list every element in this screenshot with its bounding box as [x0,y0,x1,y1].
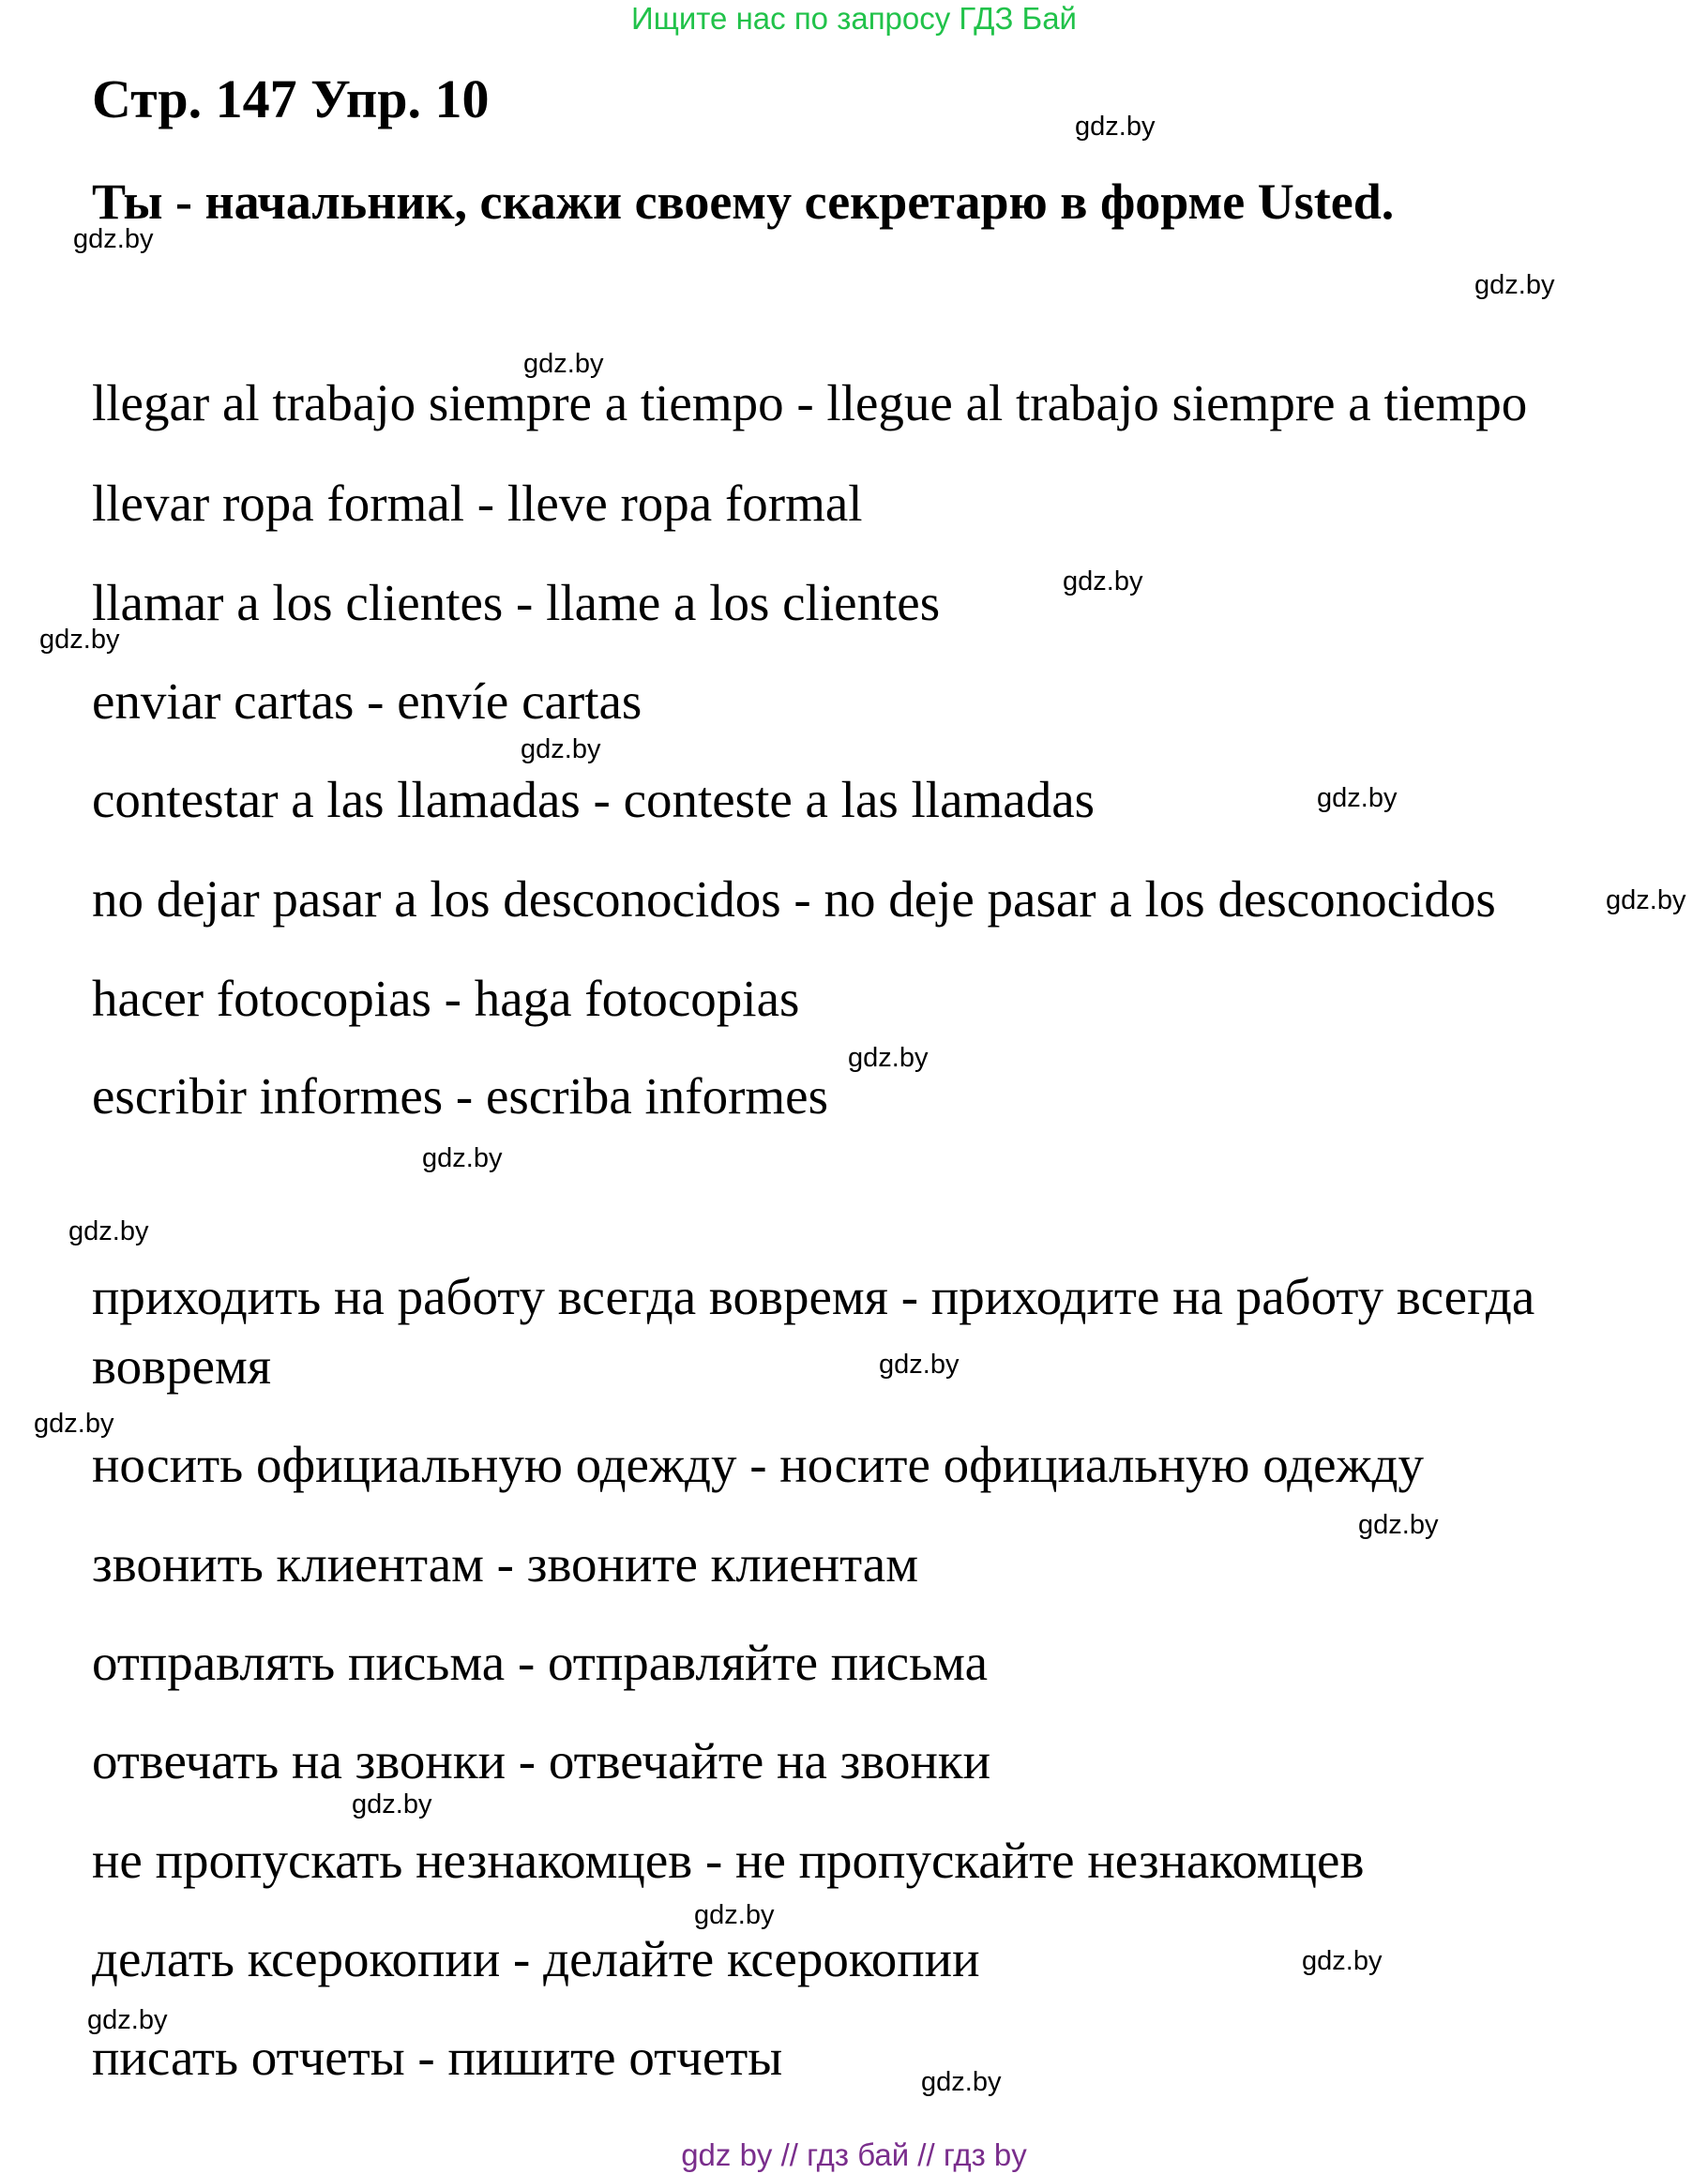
russian-line: отправлять письма - отправляйте письма [92,1634,989,1691]
watermark: gdz.by [1474,270,1555,300]
watermark: gdz.by [422,1143,503,1173]
watermark: gdz.by [1358,1510,1439,1540]
watermark: gdz.by [34,1409,114,1439]
spanish-line: llevar ropa formal - lleve ropa formal [92,475,863,532]
russian-line: делать ксерокопии - делайте ксерокопии [92,1930,980,1987]
task-description: Ты - начальник, скажи своему секретарю в форме Usted. [92,174,1395,230]
watermark: gdz.by [521,734,601,764]
watermark: gdz.by [1063,566,1143,596]
watermark: gdz.by [523,349,604,379]
watermark: gdz.by [1606,885,1686,915]
spanish-line: no dejar pasar a los desconocidos - no deje pasar a los desconocidos [92,870,1496,928]
watermark: gdz.by [73,224,154,254]
page-title: Стр. 147 Упр. 10 [92,68,490,129]
russian-line: отвечать на звонки - отвечайте на звонки [92,1732,991,1789]
russian-line: звонить клиентам - звоните клиентам [92,1535,918,1593]
russian-line: писать отчеты - пишите отчеты [92,2029,783,2086]
spanish-line: contestar a las llamadas - conteste a las llamadas [92,771,1096,828]
footer-links: gdz by // гдз бай // гдз by [681,2137,1027,2172]
russian-line: вовремя [92,1337,272,1395]
watermark: gdz.by [1075,112,1156,142]
spanish-line: escribir informes - escriba informes [92,1067,828,1125]
watermark: gdz.by [1302,1946,1383,1976]
watermark: gdz.by [68,1216,149,1246]
watermark: gdz.by [921,2067,1002,2097]
russian-line: не пропускать незнакомцев - не пропускайте незнакомцев [92,1832,1365,1889]
watermark: gdz.by [879,1350,960,1380]
spanish-line: hacer fotocopias - haga fotocopias [92,970,800,1027]
russian-line: приходить на работу всегда вовремя - приходите на работу всегда [92,1268,1535,1325]
spanish-line: llamar a los clientes - llame a los clientes [92,574,941,631]
russian-line: носить официальную одежду - носите официальную одежду [92,1436,1425,1493]
watermark: gdz.by [352,1789,432,1819]
watermark: gdz.by [39,625,120,655]
spanish-line: enviar cartas - envíe cartas [92,672,642,730]
spanish-line: llegar al trabajo siempre a tiempo - llegue al trabajo siempre a tiempo [92,374,1528,431]
top-banner: Ищите нас по запросу ГДЗ Бай [631,1,1077,36]
watermark: gdz.by [694,1900,775,1930]
watermark: gdz.by [87,2005,168,2035]
watermark: gdz.by [848,1043,929,1073]
watermark: gdz.by [1317,783,1398,813]
